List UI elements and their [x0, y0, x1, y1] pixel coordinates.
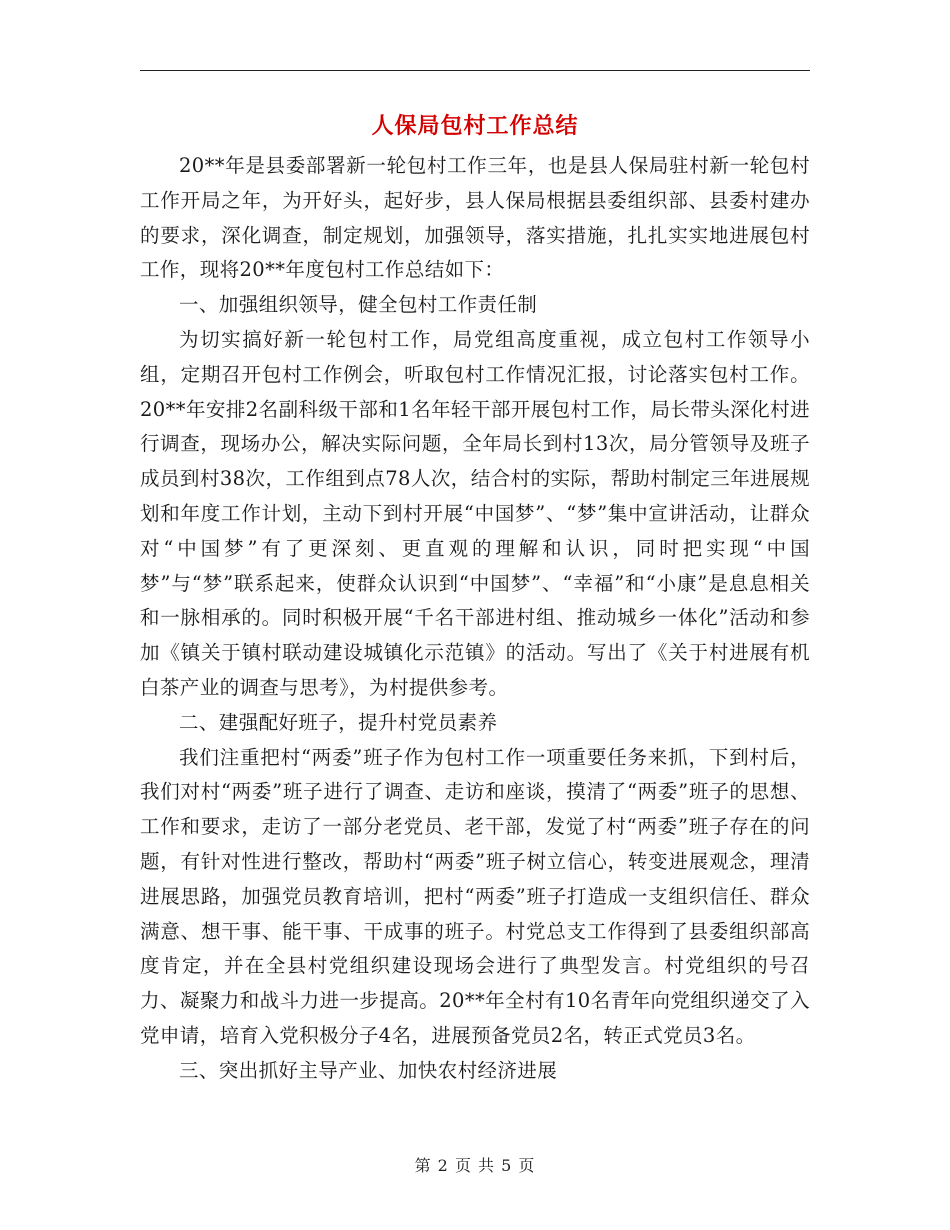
header-rule — [140, 70, 810, 71]
section-2-paragraph: 我们注重把村“两委”班子作为包村工作一项重要任务来抓，下到村后，我们对村“两委”班子进行了调查、走访和座谈，摸清了“两委”班子的思想、工作和要求，走访了一部分老党员、老干部，发觉了村“两委”班子存在的问题，有针对性进行整改，帮助村“两委”班子树立信心，转变进展观念，理清进展思路，加强党员教育培训，把村“两委”班子打造成一支组织信任、群众满意、想干事、能干事、干成事的班子。村党总支工作得到了县委组织部高度肯定，并在全县村党组织建设现场会进行了典型发言。村党组织的号召力、凝聚力和战斗力进一步提高。20**年全村有10名青年向党组织递交了入党申请，培育入党积极分子4名，进展预备党员2名，转正式党员3名。 — [140, 745, 810, 1047]
document-title: 人保局包村工作总结 — [371, 113, 579, 139]
section-heading-1: 一、加强组织领导，健全包村工作责任制 — [179, 293, 538, 317]
section-1-paragraph: 为切实搞好新一轮包村工作，局党组高度重视，成立包村工作领导小组，定期召开包村工作例会，听取包村工作情况汇报，讨论落实包村工作。20**年安排2名副科级干部和1名年轻干部开展包村工作，局长带头深化村进行调查，现场办公，解决实际问题，全年局长到村13次，局分管领导及班子成员到村38次，工作组到点78人次，结合村的实际，帮助村制定三年进展规划和年度工作计划，主动下到村开展“中国梦”、“梦”集中宣讲活动，让群众对“中国梦”有了更深刻、更直观的理解和认识，同时把实现“中国梦”与“梦”联系起来，使群众认识到“中国梦”、“幸福”和“小康”是息息相关和一脉相承的。同时积极开展“千名干部进村组、推动城乡一体化”活动和参加《镇关于镇村联动建设城镇化示范镇》的活动。写出了《关于村进展有机白茶产业的调查与思考》，为村提供参考。 — [140, 327, 810, 699]
section-heading-2: 二、建强配好班子，提升村党员素养 — [179, 710, 498, 734]
document-body — [140, 149, 810, 1089]
section-heading-3: 三、突出抓好主导产业、加快农村经济进展 — [179, 1058, 558, 1082]
page-number-footer: 第 2 页 共 5 页 — [414, 1156, 536, 1175]
intro-paragraph: 20**年是县委部署新一轮包村工作三年，也是县人保局驻村新一轮包村工作开局之年，为开好头，起好步，县人保局根据县委组织部、县委村建办的要求，深化调查，制定规划，加强领导，落实措施，扎扎实实地进展包村工作，现将20**年度包村工作总结如下： — [140, 154, 810, 282]
